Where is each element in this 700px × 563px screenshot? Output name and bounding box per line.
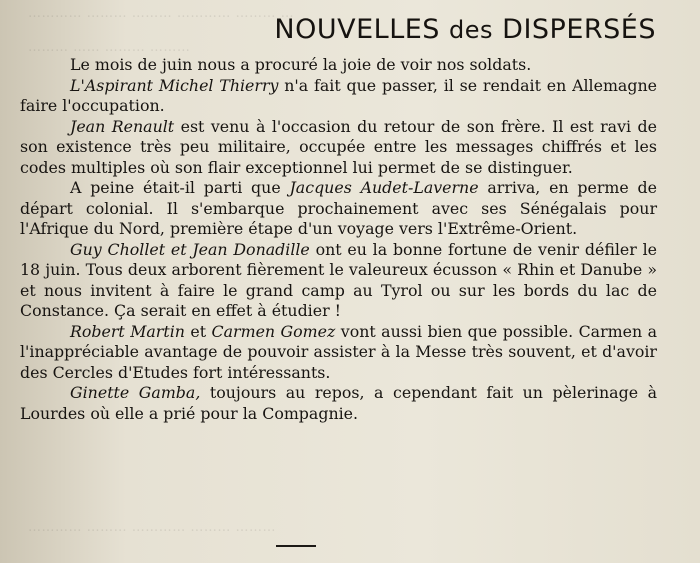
paragraph-text: A peine était-il parti que <box>70 178 290 197</box>
page-title <box>274 14 656 45</box>
paragraph-audet-laverne <box>20 178 657 240</box>
person-name: Guy Chollet et Jean Donadille <box>70 239 310 259</box>
person-name: Robert Martin <box>70 321 185 341</box>
show-through-text: ……… …… ……… ……… <box>28 40 191 55</box>
title-word-des: des <box>449 16 494 44</box>
title-word-disperses: DISPERSÉS <box>502 14 656 45</box>
person-name: L'Aspirant Michel Thierry <box>70 75 279 95</box>
show-through-text: ………… ……… ………… ……… ……… <box>28 520 277 535</box>
paragraph-text: vont aussi bien que possible. Carmen a l'inappréciable avantage de pouvoir assister à la Messe très souvent, et d'avoir des Cercles d'Etudes fort intéressants. <box>20 321 657 382</box>
section-divider <box>276 545 316 547</box>
person-name: Ginette Gamba, <box>70 383 201 402</box>
paragraph-text: Le mois de juin nous a procuré la joie de voir nos soldats. <box>70 55 532 74</box>
article-body <box>20 55 657 424</box>
paragraph-thierry <box>20 76 657 117</box>
title-word-nouvelles: NOUVELLES <box>274 14 440 45</box>
paragraph-text: et <box>184 321 212 341</box>
paragraph-text: est venu à l'occasion du retour de son frère. Il est ravi de son existence très peu militaire, occupée entre les messages chiffrés et les codes multiples où son flair exceptionnel lui permet de se distinguer. <box>20 116 657 177</box>
person-name: Carmen Gomez <box>211 321 336 341</box>
show-through-text: ………… ……… ……… ………… ……… … <box>28 6 295 21</box>
paragraph-text: n'a fait que passer, il se rendait en Allemagne faire l'occupation. <box>20 75 657 115</box>
paragraph-renault <box>20 117 657 179</box>
paragraph-martin-gomez <box>20 322 657 384</box>
paragraph-text: ont eu la bonne fortune de venir défiler le 18 juin. Tous deux arborent fièrement le valeureux écusson « Rhin et Danube » et nous invitent à faire le grand camp au Tyrol ou sur les bords du lac de Constance. Ça serait en effet à étudier ! <box>20 239 657 320</box>
paragraph-text: toujours au repos, a cependant fait un pèlerinage à Lourdes où elle a prié pour la Compagnie. <box>20 383 657 423</box>
paragraph-chollet-donadille <box>20 240 657 322</box>
person-name: Jean Renault <box>70 116 175 136</box>
paragraph-gamba <box>20 383 657 424</box>
person-name: Jacques Audet-Laverne <box>289 178 479 197</box>
paragraph-text: arriva, en perme de départ colonial. Il s'embarque prochainement avec ses Sénégalais pour l'Afrique du Nord, première étape d'un voyage vers l'Extrême-Orient. <box>20 178 658 238</box>
paragraph-intro <box>20 55 657 76</box>
